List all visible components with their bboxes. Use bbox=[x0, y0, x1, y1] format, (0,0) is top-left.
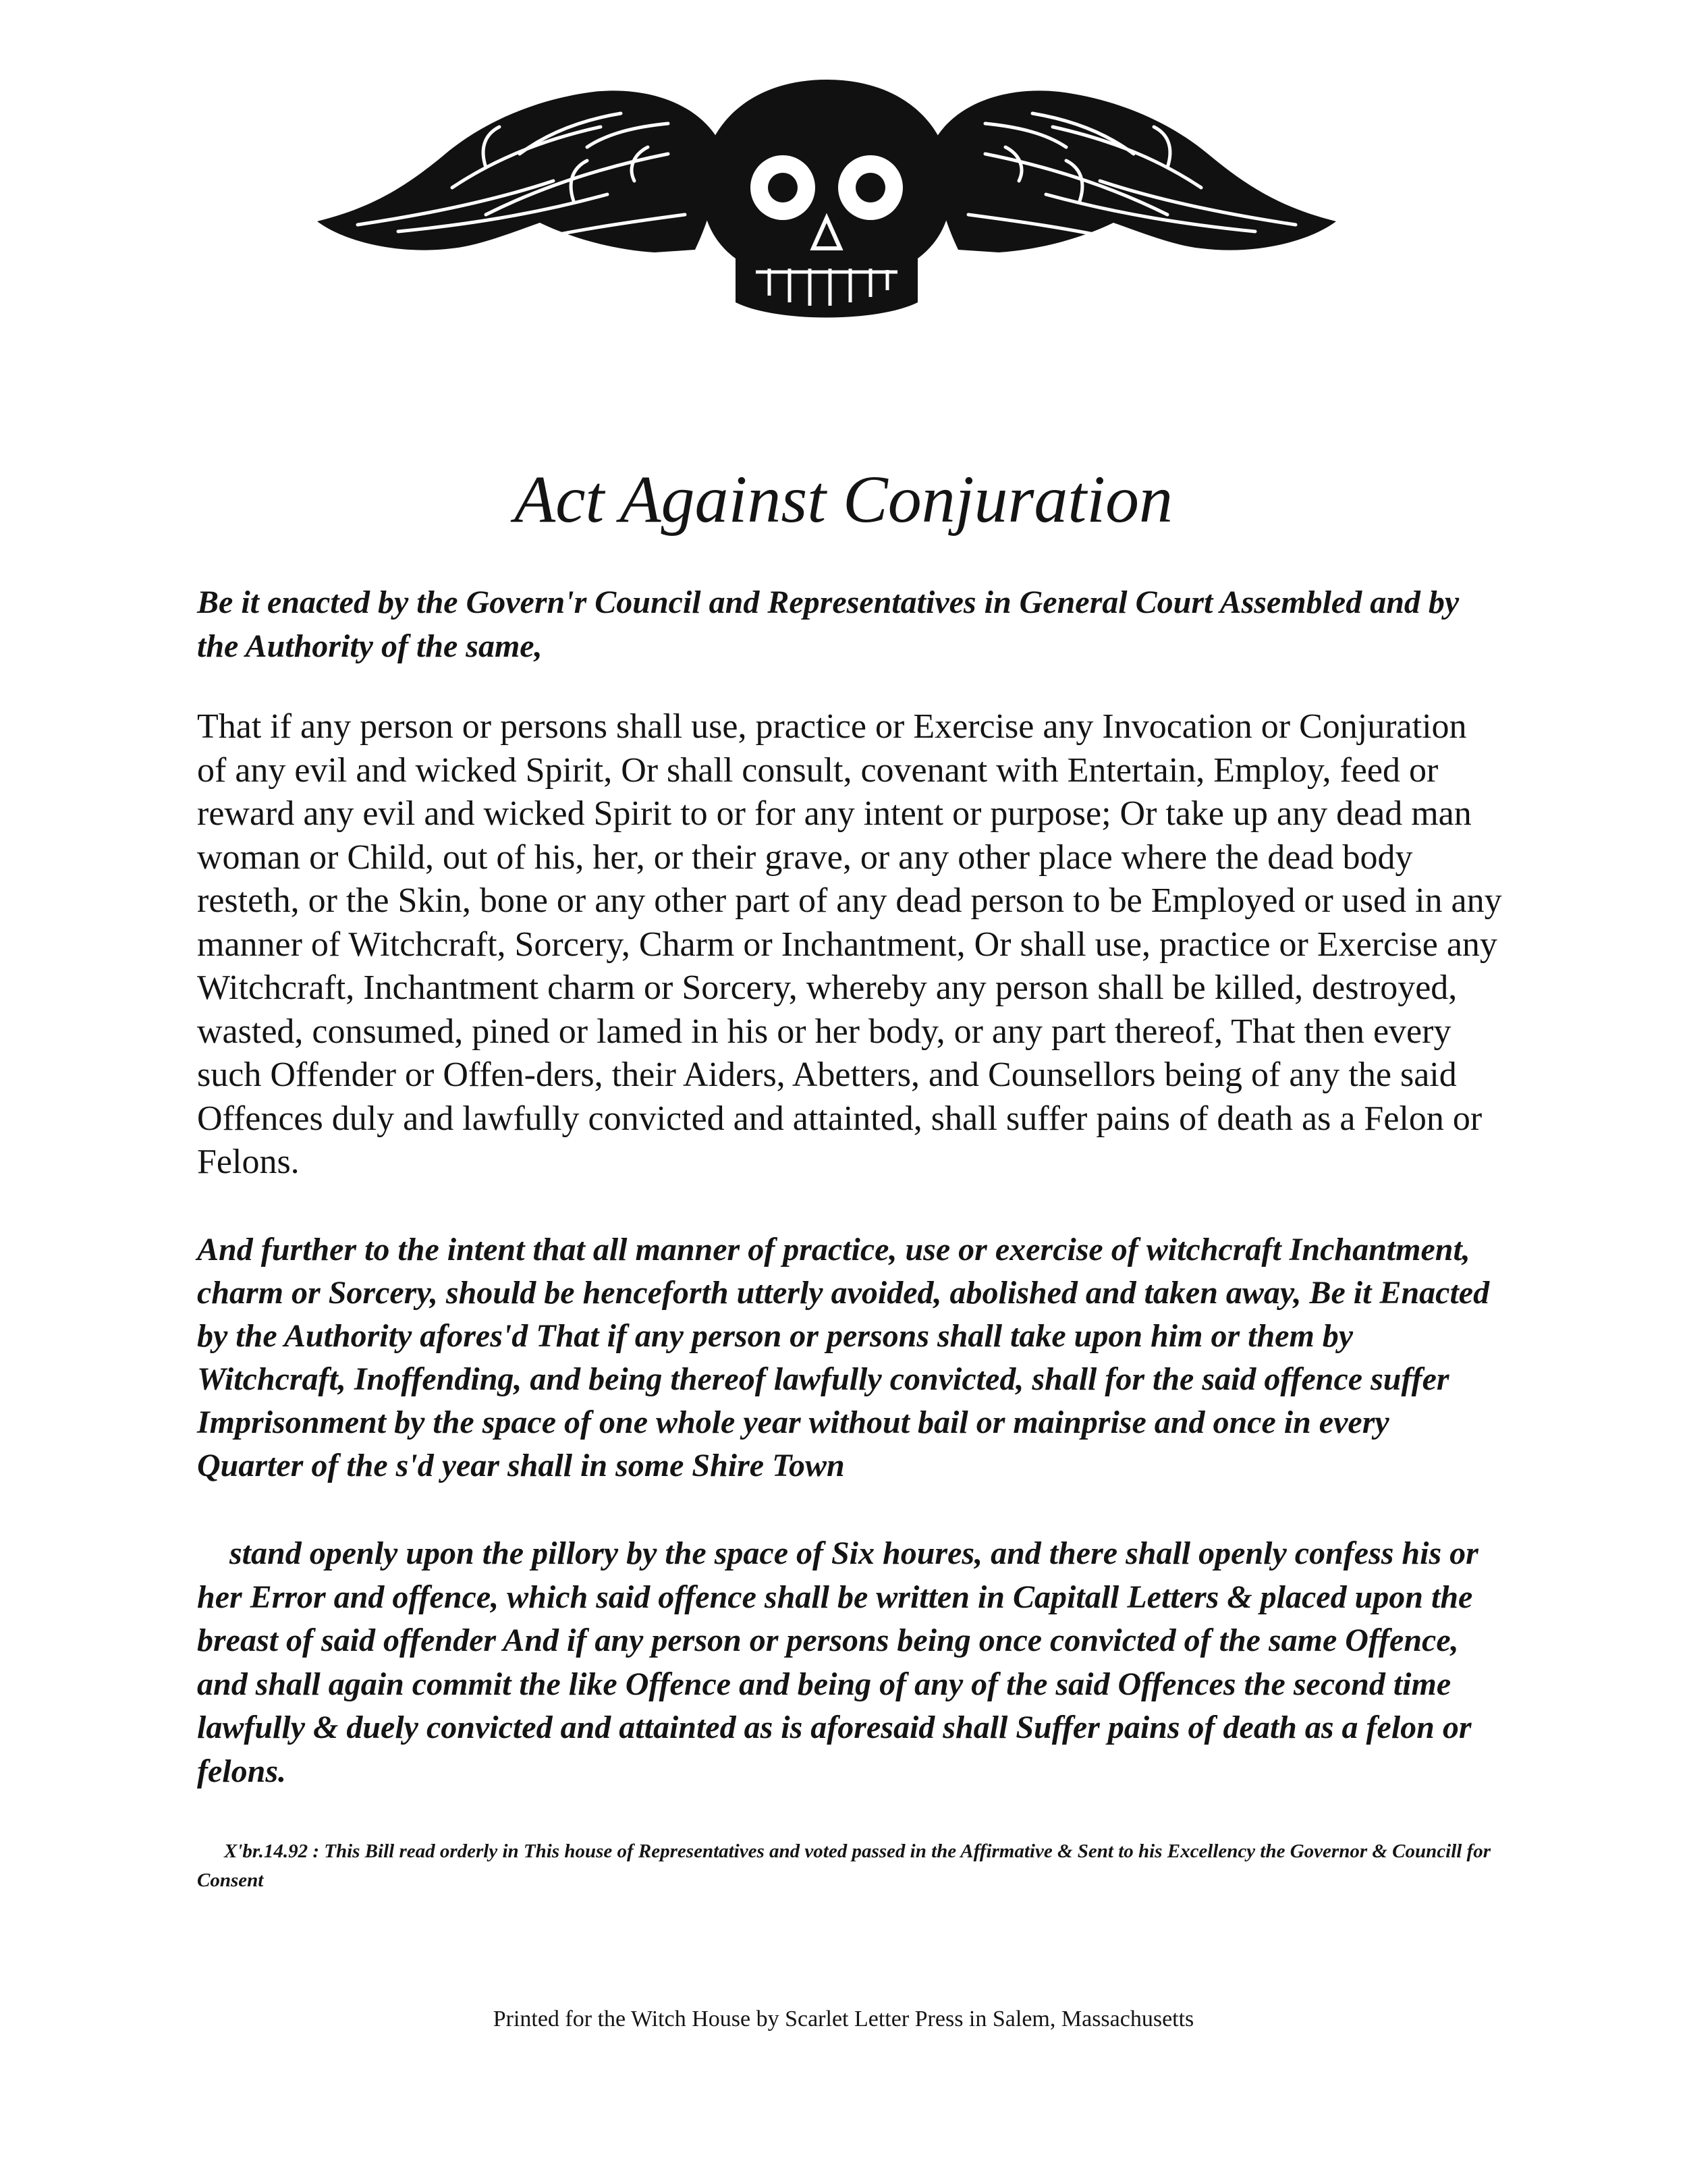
further-enactment-paragraph: And further to the intent that all manner of practice, use or exercise of witchcraft Inchantment, charm or Sorcery, should be henceforth utterly avoided, abolished and taken away, Be it Enacted by the Authority afores'd That if any person or persons shall take upon him or them by Witchcraft, Inoffending, and being thereof lawfully convicted, shall for the said offence suffer Imprisonment by the space of one whole year without bail or mainprise and once in every Quarter of the s'd year shall in some Shire Town bbox=[197, 1232, 1490, 1483]
act-body-paragraph: That if any person or persons shall use, practice or Exercise any Invocation or Conjuration of any evil and wicked Spirit, Or shall consult, covenant with Entertain, Employ, feed or reward any evil and wicked Spirit to or for any intent or purpose; Or take up any dead man woman or Child, out of his, her, or their grave, or any other place where the dead body resteth, or the Skin, bone or any other part of any dead person to be Employed or used in any manner of Witchcraft, Sorcery, Charm or Inchantment, Or shall use, practice or Exercise any Witchcraft, Inchantment charm or Sorcery, whereby any person shall be killed, destroyed, wasted, consumed, pined or lamed in his or her body, or any part thereof, That then every such Offender or Offen-ders, their Aiders, Abetters, and Counsellors being of any the said Offences duly and lawfully convicted and attainted, shall suffer pains of death as a Felon or Felons. bbox=[197, 707, 1502, 1181]
document-title: Act Against Conjuration bbox=[514, 462, 1173, 537]
enactment-preamble: Be it enacted by the Govern'r Council and Representatives in General Court Assembled and by the Authority of the same, bbox=[197, 584, 1460, 664]
pillory-paragraph: stand openly upon the pillory by the space of Six houres, and there shall openly confess his or her Error and offence, which said offence shall be written in Capitall Letters & placed upon the breast of said offender And if any person or persons being once convicted of the same Offence, and shall again commit the like Offence and being of any of the said Offences the second time lawfully & duely convicted and attainted as is aforesaid shall Suffer pains of death as a felon or felons. bbox=[197, 1535, 1478, 1789]
winged-skull-icon bbox=[317, 80, 1336, 336]
passage-note: X'br.14.92 : This Bill read orderly in This house of Representatives and voted passed in the Affirmative & Sent to his Excellency the Governor & Councill for Consent bbox=[197, 1840, 1491, 1891]
printer-footer: Printed for the Witch House by Scarlet Letter Press in Salem, Massachusetts bbox=[493, 2006, 1194, 2031]
